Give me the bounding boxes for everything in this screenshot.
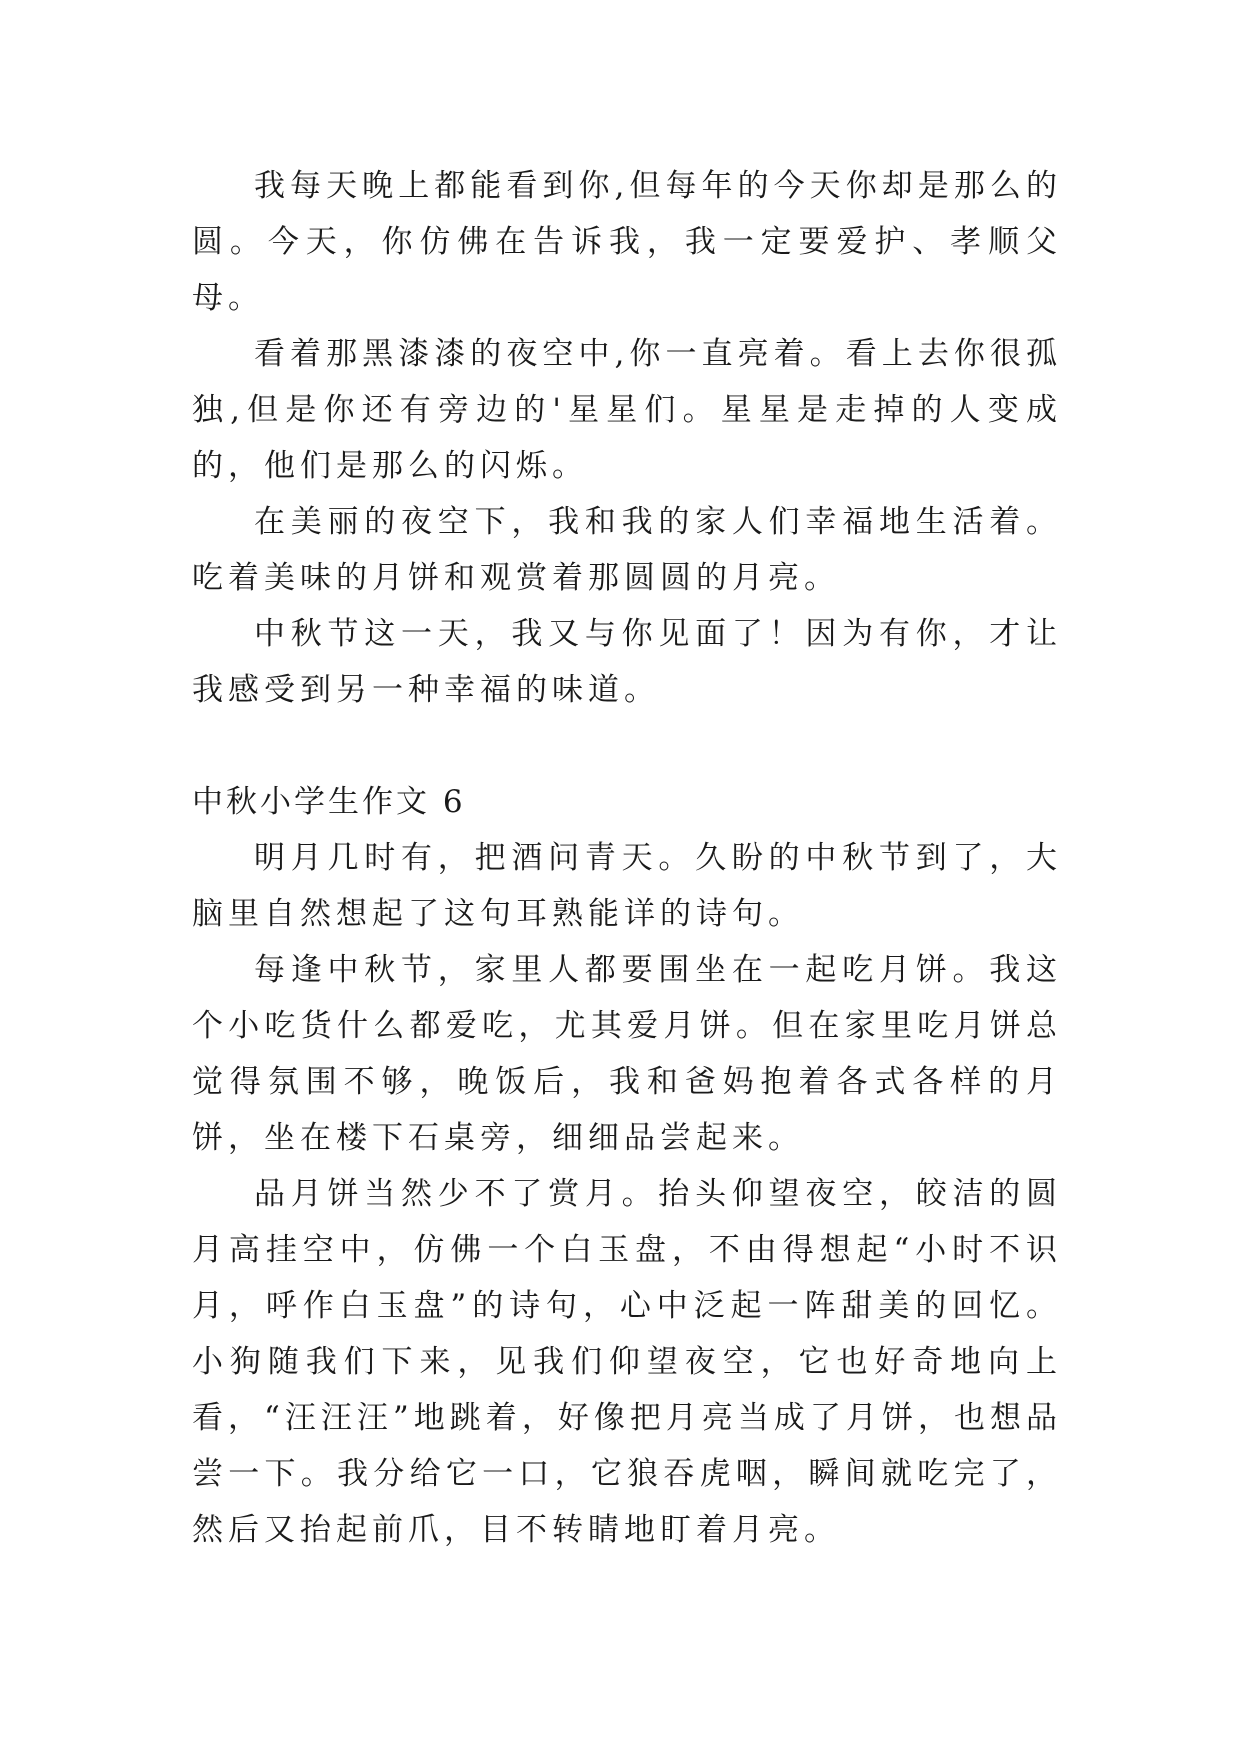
paragraph-5: 明月几时有，把酒问青天。久盼的中秋节到了，大脑里自然想起了这句耳熟能详的诗句。 xyxy=(192,840,1062,932)
paragraph-3: 在美丽的夜空下，我和我的家人们幸福地生活着。吃着美味的月饼和观赏着那圆圆的月亮。 xyxy=(192,504,1062,596)
section-title: 中秋小学生作文 6 xyxy=(192,784,466,820)
paragraph-2: 看着那黑漆漆的夜空中,你一直亮着。看上去你很孤独,但是你还有旁边的'星星们。星星是走掉的人变成的，他们是那么的闪烁。 xyxy=(192,336,1062,484)
paragraph-7: 品月饼当然少不了赏月。抬头仰望夜空，皎洁的圆月高挂空中，仿佛一个白玉盘，不由得想起“小时不识月，呼作白玉盘”的诗句，心中泛起一阵甜美的回忆。小狗随我们下来，见我们仰望夜空，它也好奇地向上看，“汪汪汪”地跳着，好像把月亮当成了月饼，也想品尝一下。我分给它一口，它狼吞虎咽，瞬间就吃完了，然后又抬起前爪，目不转睛地盯着月亮。 xyxy=(192,1176,1062,1548)
document-body xyxy=(192,158,1062,1558)
paragraph-6: 每逢中秋节，家里人都要围坐在一起吃月饼。我这个小吃货什么都爱吃，尤其爱月饼。但在家里吃月饼总觉得氛围不够，晚饭后，我和爸妈抱着各式各样的月饼，坐在楼下石桌旁，细细品尝起来。 xyxy=(192,952,1062,1156)
paragraph-1: 我每天晚上都能看到你,但每年的今天你却是那么的圆。今天，你仿佛在告诉我，我一定要爱护、孝顺父母。 xyxy=(192,168,1062,316)
section-gap xyxy=(192,718,1062,774)
paragraph-4: 中秋节这一天，我又与你见面了！因为有你，才让我感受到另一种幸福的味道。 xyxy=(192,616,1062,708)
